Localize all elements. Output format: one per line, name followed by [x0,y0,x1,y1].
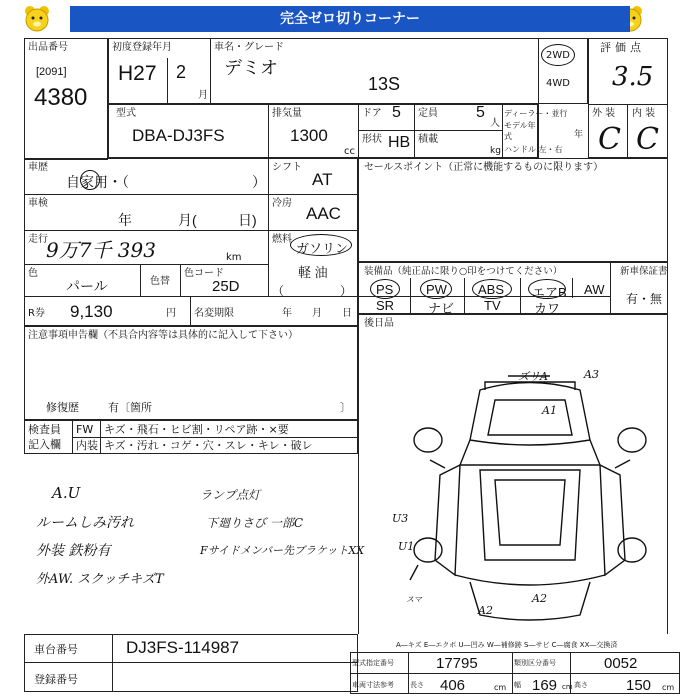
repair-value: 有〔箇所 [108,401,152,414]
capacity-unit: 人 [490,118,500,129]
inspector-label1: 検査員 [28,423,61,436]
tax-month: 月 [312,308,322,319]
diag-mark-e: U1 [398,540,415,553]
equip-leather: カワ [534,301,561,316]
corner-banner: 完全ゼロ切りコーナー [70,6,630,32]
repair-close: 〕 [340,401,351,414]
fuel-paren-close: ） [340,284,353,298]
recycle-unit: 円 [166,308,176,319]
height-value: 150 [626,677,652,694]
width-value: 169 [532,677,558,694]
shift-value: AT [312,170,333,189]
chassis-value: DJ3FS-114987 [126,638,240,657]
note-left-3: 外装 鉄粉有 [36,543,111,559]
type-cat-label: 型式指定番号 [352,659,394,667]
fuel-paren-open: （ [272,284,285,298]
tax-label: 名変期限 [194,308,234,319]
fuel-opt1: ガソリン [296,241,349,256]
chassis-label: 車台番号 [34,643,78,656]
inspector-fw-text: キズ・飛石・ヒビ割・リペア跡・×要 [104,423,289,436]
class-num-label: 類別区分番号 [514,659,556,667]
diag-mark-b: A3 [584,368,599,381]
diag-mark-c: A1 [542,404,557,417]
doors-value: 5 [392,104,401,121]
inspection-year: 年 [118,212,132,228]
note-left-2: ルームしみ汚れ [36,515,134,531]
registration-label: 登録番号 [34,673,78,686]
damage-legend: A―キズ E―エクボ U―凹み W―補修跡 S―サビ C―腐食 XX―交換済 [396,641,618,649]
first-reg-month: 2 [176,62,187,82]
type-value: DBA-DJ3FS [132,126,225,145]
exterior-label: 外 装 [592,108,616,119]
model-year-unit: 年 [574,130,584,140]
fuel-opt2: 軽 油 [298,265,328,280]
tax-year: 年 [282,308,292,319]
first-reg-month-unit: 月 [198,90,208,101]
inspection-month: 月( [178,212,197,228]
drive-opt1: 2WD [546,50,570,61]
inspector-in-label: 内装 [76,439,98,452]
sales-point-label: セールスポイント（正常に機能するものに限ります） [364,162,604,173]
first-reg-era: H27 [118,62,157,85]
drive-opt2: 4WD [546,78,570,89]
fuel-label: 燃料 [272,234,292,245]
note-right-2: 下廻りさび 一部C [206,516,303,530]
inspector-in-text: キズ・汚れ・コゲ・穴・スレ・キレ・破レ [104,439,313,452]
equip-abs: ABS [478,282,505,297]
equip-pw: PW [426,282,447,297]
type-label: 型式 [116,108,136,119]
doors-label: ドア [362,108,382,119]
fuel-circle [290,234,352,256]
height-unit: cm [662,683,675,692]
history-circle [80,170,100,190]
equip-airbag: エアB [532,285,567,300]
recycle-label: R券 [28,308,45,319]
shift-label: シフト [272,162,302,173]
damage-diagram [400,360,660,630]
dims-label: 車両寸法参考 [352,681,394,689]
diag-mark-g: A2 [478,604,493,617]
diag-mark-a: ズリA [518,370,548,383]
model-grade: 13S [368,74,401,94]
dealer-label: ディーラー・並行 [504,109,568,118]
inspection-label: 車検 [28,198,48,209]
score-label: 評価点 [600,41,645,54]
note-left-4: 外AW. スクッチキズT [36,572,164,587]
equip-sr: SR [376,298,395,313]
history-label: 車歴 [28,162,48,173]
sales-point-box [358,158,668,262]
handle-label: ハンドル 左・右 [504,145,563,154]
color-code-value: 25D [212,278,240,295]
class-num-value: 0052 [604,655,638,672]
model-label: 車名・グレード [214,42,284,53]
warranty-label: 新車保証書 [620,266,668,277]
tax-day: 日 [342,308,352,319]
note-right-3: Fサイドメンバー先ブラケットXX [200,544,365,557]
aircon-value: AAC [306,204,341,223]
mileage-unit: km [226,252,242,263]
color-label: 色 [28,268,38,279]
equip-tv: TV [484,298,501,313]
equip-ps: PS [376,282,394,297]
bear-mascot-left-icon [22,4,52,34]
capacity-value: 5 [476,104,485,121]
height-label: 高さ [574,681,588,689]
shape-label: 形状 [362,134,382,145]
model-name: デミオ [224,58,278,78]
diag-mark-h: スマ [406,595,422,604]
warranty-value: 有・無 [626,292,663,306]
inspector-label2: 記入欄 [28,438,61,451]
model-year-label: モデル年式 [504,121,536,141]
type-cat-value: 17795 [436,655,478,672]
width-unit: cm [562,683,573,691]
history-close: ） [252,174,266,190]
equip-aw: AW [584,282,605,297]
color-change-label: 色替 [150,276,170,287]
color-code-label: 色コード [184,268,224,279]
shape-value: HB [388,134,411,151]
length-unit: cm [494,683,507,692]
load-unit: kg [490,146,501,156]
displacement-unit: cc [344,146,355,157]
repair-label: 修復歴 [46,401,79,414]
lot-label: 出品番号 [28,42,68,53]
aircon-label: 冷房 [272,198,292,209]
recycle-value: 9,130 [70,302,113,321]
equip-navi: ナビ [428,301,455,316]
length-label: 長さ [410,681,424,689]
mileage-label: 走行 [28,234,48,245]
inspector-fw-label: FW [76,423,94,436]
load-label: 積載 [418,134,438,145]
exterior-value: C [598,122,621,157]
lot-number: 4380 [34,84,88,111]
interior-value: C [636,122,659,157]
note-left-1: A.U [52,484,81,502]
history-value: 自家用・（ [66,174,129,190]
capacity-label: 定員 [418,108,438,119]
displacement-label: 排気量 [272,108,302,119]
equipment-label: 装備品（純正品に限り○印をつけてください） [364,266,563,277]
length-value: 406 [440,677,466,694]
lot-code: [2091] [36,66,67,78]
displacement-value: 1300 [290,126,328,145]
color-value: パール [66,278,108,294]
notes-label: 注意事項申告欄（不具合内容等は具体的に記入して下さい） [28,330,298,341]
score-value: 3.5 [612,62,654,92]
interior-label: 内 装 [632,108,656,119]
diag-mark-d: U3 [392,512,409,525]
diag-mark-f: A2 [532,592,547,605]
width-label: 幅 [514,681,521,689]
mileage-value: 9万7千 393 [46,238,156,262]
first-reg-label: 初度登録年月 [112,42,172,53]
inspection-day: 日) [238,212,257,228]
note-right-1: ランプ点灯 [200,488,261,502]
rear-seat-label: 後日品 [364,318,394,329]
